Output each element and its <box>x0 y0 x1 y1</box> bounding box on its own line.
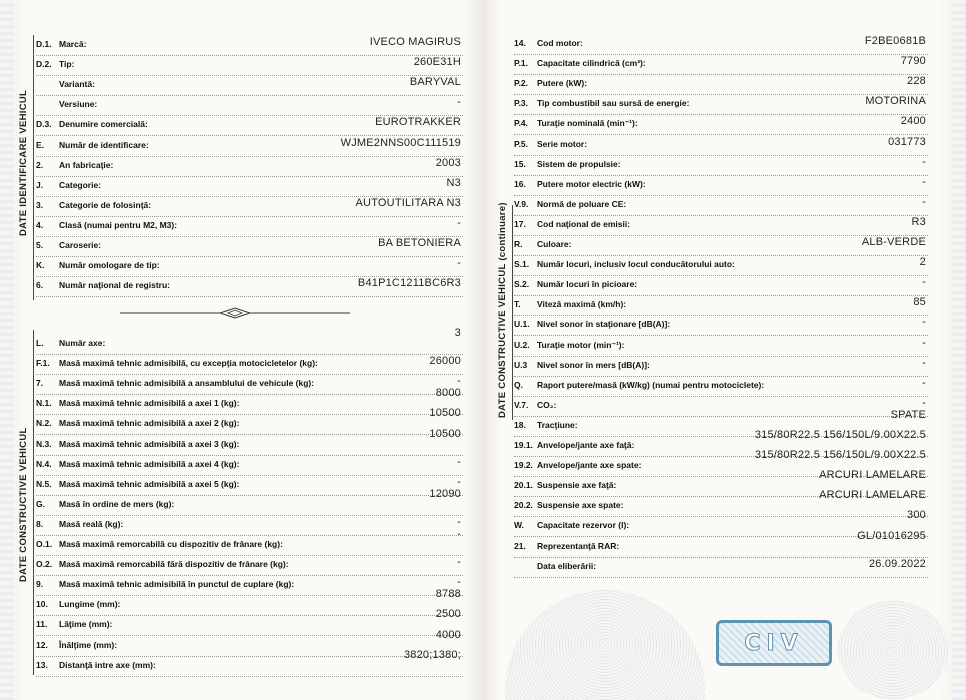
field-label: Număr locuri, inclusiv locul conducătorului auto: <box>537 259 735 270</box>
field-row <box>36 475 463 496</box>
field-value: 8788 <box>435 588 461 601</box>
field-code: P.4. <box>514 118 529 129</box>
field-value: - <box>457 528 461 540</box>
field-value: 315/80R22.5 156/150L/9.00X22.5 <box>754 449 926 462</box>
field-row <box>36 374 463 395</box>
field-value: - <box>922 396 926 409</box>
field-row <box>514 255 928 276</box>
field-row <box>36 156 463 177</box>
field-label: Masă maximă tehnic admisibilă a ansamblului de vehicule (kg): <box>59 378 315 389</box>
field-row <box>36 95 463 116</box>
field-label: Masă maximă remorcabilă cu dispozitiv de frânare (kg): <box>59 539 283 549</box>
field-row <box>36 196 463 217</box>
field-label: Masă maximă tehnic admisibilă a axei 2 (kg): <box>59 418 240 429</box>
field-label: Tip: <box>59 59 75 70</box>
field-label: Putere motor electric (kW): <box>537 178 646 189</box>
field-value: 2400 <box>900 115 926 128</box>
field-code: 10. <box>36 599 48 610</box>
field-row <box>514 356 928 377</box>
field-code: 9. <box>36 579 44 590</box>
field-row <box>36 575 463 596</box>
field-value: BARYVAL <box>409 76 461 89</box>
field-label: Turaţie nominală (min⁻¹): <box>537 118 638 129</box>
field-value: 12090 <box>429 487 461 500</box>
field-row <box>514 489 928 517</box>
left-bottom-vertical-rule <box>33 330 34 675</box>
field-code: J. <box>36 179 44 190</box>
field-value: WJME2NNS00C111519 <box>340 136 461 149</box>
field-value: 315/80R22.5 156/150L/9.00X22.5 <box>754 429 926 441</box>
field-label: Cod motor: <box>537 38 583 48</box>
field-row <box>36 608 463 636</box>
field-code: U.3 <box>514 359 528 370</box>
field-row <box>36 276 463 297</box>
field-value: SPATE <box>890 408 926 421</box>
field-code: 19.2. <box>514 460 533 471</box>
field-label: Categorie: <box>59 179 102 190</box>
field-label: Normă de poluare CE: <box>537 198 627 209</box>
guilloche-rosette-right <box>838 600 948 700</box>
field-code: F.1. <box>36 358 50 369</box>
field-label: Masă în ordine de mers (kg): <box>59 498 175 509</box>
field-code: N.4. <box>36 458 52 469</box>
field-value: - <box>457 96 461 109</box>
field-row <box>36 327 463 355</box>
field-value: 2 <box>919 256 926 269</box>
field-label: Reprezentanţă RAR: <box>537 540 620 551</box>
field-code: 4. <box>36 219 44 230</box>
field-label: Cod naţional de emisii: <box>537 218 631 229</box>
field-code: R. <box>514 239 523 249</box>
field-row <box>514 74 928 95</box>
field-value: 260E31H <box>413 56 461 69</box>
field-value: 26.09.2022 <box>868 557 926 570</box>
field-value: 10500 <box>429 407 461 420</box>
field-code: 20.2. <box>514 500 533 511</box>
field-value: EUROTRAKKER <box>375 116 461 129</box>
field-label: Masă maximă tehnic admisibilă a axei 3 (kg): <box>59 438 240 449</box>
field-code: N.3. <box>36 438 52 449</box>
field-label: Număr naţional de registru: <box>59 280 170 291</box>
guilloche-rosette-left <box>505 590 705 700</box>
left-edge-pattern <box>0 0 14 700</box>
field-label: Anvelope/jante axe faţă: <box>537 440 635 450</box>
field-label: Versiune: <box>59 99 98 110</box>
field-label: Nivel sonor în staţionare [dB(A)]: <box>537 319 671 330</box>
field-value: - <box>457 375 461 388</box>
field-value: BA BETONIERA <box>378 237 461 249</box>
field-label: Masă maximă tehnic admisibilă, cu excepţia motocicletelor (kg): <box>59 358 318 369</box>
field-code: 19.1. <box>514 440 533 450</box>
field-value: - <box>457 475 461 488</box>
field-code: V.9. <box>514 198 529 209</box>
field-row <box>36 427 463 456</box>
field-row <box>36 648 463 677</box>
field-value: MOTORINA <box>865 95 926 108</box>
field-label: Nivel sonor în mers [dB(A)]: <box>537 359 650 370</box>
field-value: - <box>922 195 926 208</box>
field-code: V.7. <box>514 399 529 410</box>
field-row <box>36 555 463 576</box>
field-value: 4000 <box>435 628 461 641</box>
field-value: 3820;1380; <box>403 648 461 661</box>
civ-emblem: CIV <box>716 620 832 666</box>
field-row <box>514 336 928 357</box>
right-edge-pattern <box>952 0 966 700</box>
field-label: Masă maximă remorcabilă fără dispozitiv de frânare (kg): <box>59 559 289 570</box>
field-value: - <box>457 455 461 468</box>
field-label: Viteză maximă (km/h): <box>537 299 627 310</box>
field-label: Înălţime (mm): <box>59 639 118 650</box>
field-code: 18. <box>514 419 526 430</box>
field-code: U.2. <box>514 339 530 350</box>
field-label: Capacitate rezervor (l): <box>537 520 630 531</box>
field-row <box>36 455 463 476</box>
field-value: - <box>922 376 926 389</box>
field-code: P.1. <box>514 58 529 69</box>
field-label: Tracţiune: <box>537 419 578 430</box>
field-code: D.2. <box>36 59 52 70</box>
field-code: 12. <box>36 639 48 650</box>
field-value: - <box>922 155 926 168</box>
field-row <box>514 557 928 578</box>
section-title-constructive: DATE CONSTRUCTIVE VEHICUL <box>18 427 29 582</box>
field-row <box>514 529 928 558</box>
field-label: Masă maximă tehnic admisibilă în punctul de cuplare (kg): <box>59 579 295 590</box>
field-code: U.1. <box>514 319 530 330</box>
field-code: N.5. <box>36 478 52 489</box>
field-label: Distanţă intre axe (mm): <box>59 659 156 670</box>
field-row <box>514 376 928 397</box>
field-row <box>36 515 463 536</box>
field-code: O.2. <box>36 559 53 570</box>
field-code: 5. <box>36 240 44 250</box>
field-label: Masă reală (kg): <box>59 518 124 529</box>
field-label: Denumire comercială: <box>59 119 148 130</box>
field-row <box>36 387 463 415</box>
field-label: Caroserie: <box>59 240 102 250</box>
field-code: 14. <box>514 38 526 48</box>
field-row <box>36 216 463 237</box>
field-label: Număr locuri în picioare: <box>537 279 638 290</box>
field-row <box>36 588 463 616</box>
field-label: Masă maximă tehnic admisibilă a axei 4 (kg): <box>59 458 240 469</box>
field-code: W. <box>514 520 524 531</box>
field-row <box>514 94 928 115</box>
field-value: - <box>922 316 926 329</box>
field-row <box>514 396 928 417</box>
field-label: Capacitate cilindrică (cm³): <box>537 58 646 69</box>
field-value: - <box>457 556 461 569</box>
field-value: - <box>922 276 926 289</box>
field-value: B41P1C1211BC6R3 <box>357 277 461 290</box>
field-value: ARCURI LAMELARE <box>819 489 926 502</box>
field-label: Data eliberării: <box>537 560 597 571</box>
field-value: 8000 <box>435 387 461 400</box>
field-label: Clasă (numai pentru M2, M3): <box>59 219 178 230</box>
field-value: 300 <box>907 509 926 522</box>
field-value: - <box>457 576 461 589</box>
field-label: Lăţime (mm): <box>59 619 113 630</box>
field-row <box>514 114 928 135</box>
field-label: Masă maximă tehnic admisibilă a axei 5 (kg): <box>59 478 240 489</box>
field-value: AUTOUTILITARA N3 <box>355 196 461 209</box>
field-label: Sistem de propulsie: <box>537 158 621 169</box>
field-code: 7. <box>36 378 44 389</box>
field-code: Q. <box>514 379 523 390</box>
field-code: G. <box>36 498 45 509</box>
field-value: 10500 <box>429 427 461 440</box>
field-label: Lungime (mm): <box>59 599 121 610</box>
field-code: P.2. <box>514 78 529 89</box>
field-row <box>514 155 928 176</box>
right-vertical-rule <box>512 205 513 420</box>
field-code: 17. <box>514 218 526 229</box>
field-label: Anvelope/jante axe spate: <box>537 460 642 471</box>
field-code: 8. <box>36 518 44 529</box>
field-label: Număr axe: <box>59 338 106 348</box>
field-code: 13. <box>36 659 48 670</box>
field-row <box>514 275 928 296</box>
field-value: 031773 <box>888 135 926 148</box>
field-label: Număr omologare de tip: <box>59 260 160 271</box>
field-code: P.5. <box>514 138 529 149</box>
field-code: 11. <box>36 619 48 630</box>
field-label: Variantă: <box>59 79 95 90</box>
field-label: Număr de identificare: <box>59 139 149 150</box>
section-title-identification: DATE IDENTIFICARE VEHICUL <box>18 89 29 236</box>
field-label: Serie motor: <box>537 138 588 149</box>
field-value: - <box>922 356 926 369</box>
field-label: Culoare: <box>537 239 572 249</box>
field-value: - <box>457 216 461 229</box>
field-row <box>36 628 463 657</box>
field-code: 2. <box>36 159 44 170</box>
field-row <box>36 354 463 375</box>
field-value: - <box>922 175 926 188</box>
field-value: N3 <box>446 176 461 189</box>
field-label: Raport putere/masă (kW/kg) (numai pentru motociclete): <box>537 379 765 390</box>
field-row <box>36 528 463 556</box>
field-label: An fabricaţie: <box>59 159 114 170</box>
field-row <box>36 75 463 96</box>
field-label: Suspensie axe faţă: <box>537 480 617 491</box>
field-code: O.1. <box>36 539 53 549</box>
field-code: S.1. <box>514 259 530 270</box>
field-code: D.1. <box>36 39 52 49</box>
field-label: CO₂: <box>537 399 557 410</box>
field-code: L. <box>36 338 44 348</box>
field-value: 228 <box>907 75 926 88</box>
field-code: N.2. <box>36 418 52 429</box>
field-row <box>36 407 463 435</box>
field-code: K. <box>36 260 45 271</box>
left-top-vertical-rule <box>33 35 34 300</box>
field-label: Categorie de folosinţă: <box>59 199 152 210</box>
field-row <box>514 54 928 75</box>
field-row <box>514 195 928 216</box>
field-code: 20.1. <box>514 480 533 491</box>
field-value: R3 <box>911 215 926 228</box>
field-row <box>36 55 463 76</box>
field-code: E. <box>36 139 45 150</box>
field-value: 2003 <box>435 156 461 169</box>
field-value: ARCURI LAMELARE <box>819 469 926 482</box>
field-code: 21. <box>514 540 526 551</box>
field-label: Tip combustibil sau sursă de energie: <box>537 98 690 109</box>
field-value: ALB-VERDE <box>861 236 926 248</box>
field-value: 3 <box>454 327 461 339</box>
field-code: N.1. <box>36 398 52 409</box>
field-row <box>36 136 463 157</box>
field-row <box>514 215 928 236</box>
field-value: - <box>457 515 461 528</box>
field-value: F2BE0681B <box>864 35 926 47</box>
field-code: S.2. <box>514 279 530 290</box>
field-row <box>514 315 928 336</box>
field-value: - <box>457 257 461 270</box>
field-row <box>514 175 928 196</box>
field-value: 7790 <box>900 55 926 68</box>
field-code: 16. <box>514 178 526 189</box>
field-label: Putere (kW): <box>537 78 588 89</box>
field-row <box>514 295 928 316</box>
field-row <box>514 235 928 256</box>
field-value: IVECO MAGIRUS <box>369 36 461 48</box>
field-code: P.3. <box>514 98 529 109</box>
field-row <box>36 35 463 56</box>
field-value: - <box>922 336 926 349</box>
section-title-constructive-continued: DATE CONSTRUCTIVE VEHICUL (continuare) <box>497 202 508 418</box>
field-row <box>514 34 928 55</box>
field-row <box>36 236 463 257</box>
field-code: 15. <box>514 158 526 169</box>
field-row <box>36 115 463 136</box>
field-row <box>36 487 463 516</box>
field-code: D.3. <box>36 119 52 130</box>
field-value: 85 <box>913 296 926 309</box>
field-code: T. <box>514 299 521 310</box>
field-label: Marcă: <box>59 39 87 49</box>
field-value: 2500 <box>435 608 461 621</box>
field-label: Turaţie motor (min⁻¹): <box>537 339 625 350</box>
field-row <box>36 256 463 277</box>
field-label: Masă maximă tehnic admisibilă a axei 1 (kg): <box>59 398 240 409</box>
field-code: 3. <box>36 199 44 210</box>
diamond-separator <box>120 307 350 319</box>
field-value: GL/01016295 <box>857 529 926 542</box>
field-value: 26000 <box>429 355 461 368</box>
field-row <box>36 176 463 197</box>
field-label: Suspensie axe spate: <box>537 500 624 511</box>
field-code: 6. <box>36 280 44 291</box>
field-row <box>514 135 928 156</box>
